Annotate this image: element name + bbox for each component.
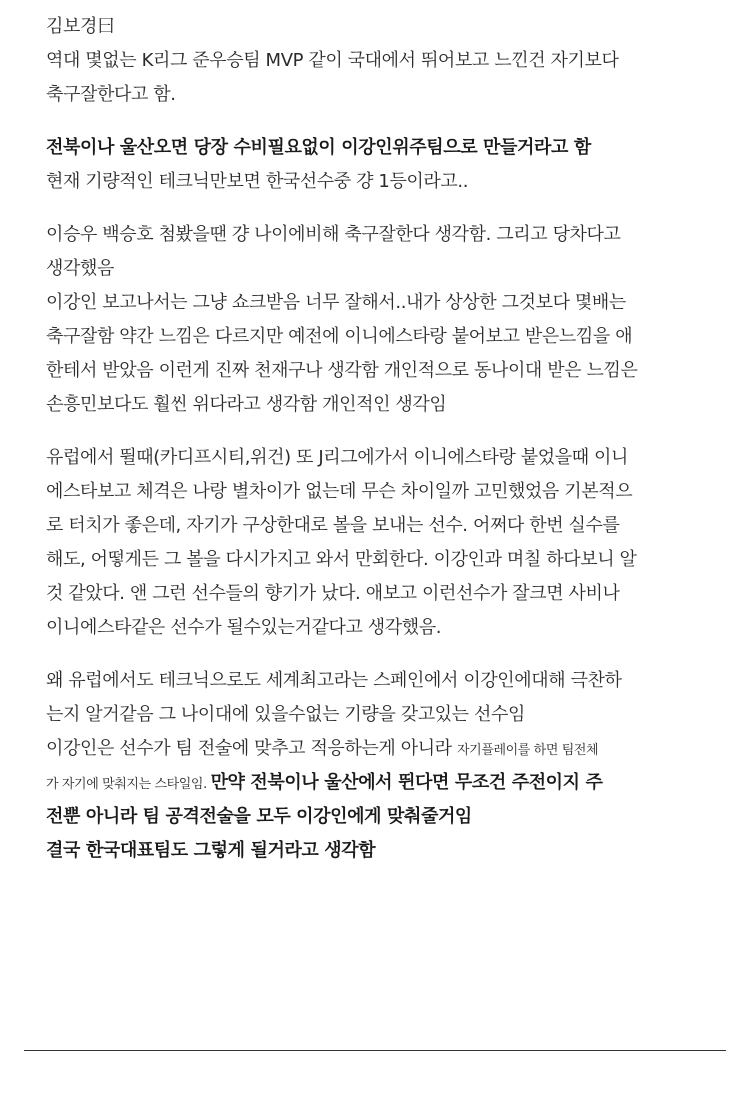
text-line	[46, 766, 736, 800]
text-line	[46, 320, 736, 354]
text-segment: 축구잘함 약간 느낌은 다르지만 예전에 이니에스타랑 붙어보고 받은느낌을 애	[46, 326, 633, 347]
text-line	[46, 388, 736, 422]
paragraph-gap	[46, 199, 736, 218]
text-segment: 것 같았다. 앤 그런 선수들의 향기가 났다. 애보고 이런선수가 잘크면 사비나	[46, 583, 620, 604]
text-line	[46, 732, 736, 766]
text-line	[46, 577, 736, 611]
text-segment: 전북이나 울산오면 당장 수비필요없이 이강인위주팀으로 만들거라고 함	[46, 137, 591, 158]
text-segment: 는지 알거같음 그 나이대에 있을수없는 기량을 갖고있는 선수임	[46, 704, 525, 725]
text-line	[46, 44, 736, 78]
text-segment: 에스타보고 체격은 나랑 별차이가 없는데 무슨 차이일까 고민했었음 기본적으	[46, 481, 633, 502]
paragraph	[46, 10, 736, 112]
text-segment: 로 터치가 좋은데, 자기가 구상한대로 볼을 보내는 선수. 어쩌다 한번 실수를	[46, 515, 620, 536]
paragraph	[46, 441, 736, 645]
text-line	[46, 441, 736, 475]
text-segment: 현재 기량적인 테크닉만보면 한국선수중 걍 1등이라고..	[46, 171, 469, 192]
text-line	[46, 10, 736, 44]
text-segment: 이승우 백승호 첨봤을땐 걍 나이에비해 축구잘한다 생각함. 그리고 당차다고	[46, 224, 621, 245]
text-segment: 만약 전북이나 울산에서 뛴다면 무조건 주전이지 주	[210, 772, 603, 793]
text-segment: 손흥민보다도 훨씬 위다라고 생각함 개인적인 생각임	[46, 394, 447, 415]
text-segment: 역대 몇없는 K리그 준우승팀 MVP 같이 국대에서 뛰어보고 느낀건 자기보다	[46, 50, 619, 71]
text-line	[46, 664, 736, 698]
text-segment: 결국 한국대표팀도 그렇게 될거라고 생각함	[46, 840, 376, 861]
text-line	[46, 131, 736, 165]
text-segment: 자기플레이를 하면 팀전체	[457, 743, 599, 758]
text-line	[46, 543, 736, 577]
text-segment: 이강인은 선수가 팀 전술에 맞추고 적응하는게 아니라	[46, 738, 457, 759]
text-line	[46, 475, 736, 509]
text-segment: 김보경曰	[46, 16, 115, 37]
text-segment: 전뿐 아니라 팀 공격전술을 모두 이강인에게 맞춰줄거임	[46, 806, 472, 827]
text-segment: 해도, 어떻게든 그 볼을 다시가지고 와서 만회한다. 이강인과 며칠 하다보니 알	[46, 549, 637, 570]
text-line	[46, 611, 736, 645]
text-segment: 가 자기에 맞춰지는 스타일임.	[46, 777, 211, 792]
text-segment: 생각했음	[46, 258, 114, 279]
text-line	[46, 165, 736, 199]
text-segment: 축구잘한다고 함.	[46, 84, 176, 105]
text-segment: 이강인 보고나서는 그냥 쇼크받음 너무 잘해서..내가 상상한 그것보다 몇배는	[46, 292, 626, 313]
text-line	[46, 354, 736, 388]
text-line	[46, 800, 736, 834]
paragraph-gap	[46, 645, 736, 664]
text-segment: 이니에스타같은 선수가 될수있는거같다고 생각했음.	[46, 617, 442, 638]
paragraph-gap	[46, 422, 736, 441]
paragraph-gap	[46, 112, 736, 131]
text-line	[46, 509, 736, 543]
text-line	[46, 286, 736, 320]
text-line	[46, 698, 736, 732]
text-line	[46, 218, 736, 252]
text-segment: 왜 유럽에서도 테크닉으로도 세계최고라는 스페인에서 이강인에대해 극찬하	[46, 670, 622, 691]
text-segment: 유럽에서 뛸때(카디프시티,위건) 또 J리그에가서 이니에스타랑 붙었을때 이니	[46, 447, 629, 468]
text-line	[46, 252, 736, 286]
text-segment: 한테서 받았음 이런게 진짜 천재구나 생각함 개인적으로 동나이대 받은 느낌은	[46, 360, 638, 381]
text-line	[46, 78, 736, 112]
bottom-divider	[24, 1050, 726, 1051]
paragraph	[46, 131, 736, 199]
text-line	[46, 834, 736, 868]
paragraph	[46, 218, 736, 422]
paragraph	[46, 664, 736, 868]
post-body	[46, 10, 736, 868]
